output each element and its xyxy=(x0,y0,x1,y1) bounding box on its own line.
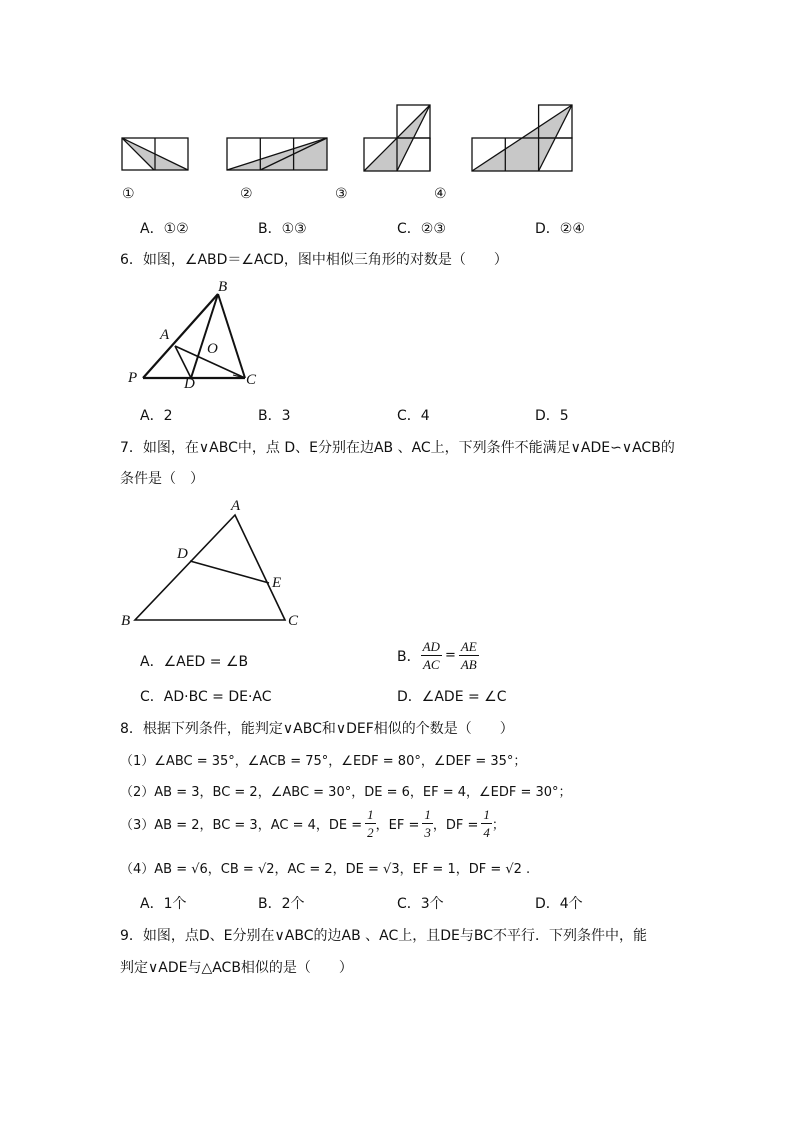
q8-option-b[interactable]: B．2个 xyxy=(258,896,305,912)
q5-fig-label-1: ① xyxy=(122,186,135,202)
q7-option-d[interactable]: D．∠ADE = ∠C xyxy=(397,689,507,705)
q5-figure-2 xyxy=(225,136,329,176)
q8-c3-frac2 xyxy=(422,808,433,839)
q6-label-p: P xyxy=(128,370,138,386)
q8-c3-f1-num: 1 xyxy=(367,807,374,822)
q5-option-a[interactable]: A．①② xyxy=(140,221,189,237)
q8-question: 8．根据下列条件，能判定∨ABC和∨DEF相似的个数是（ ） xyxy=(120,721,514,737)
q6-label-b: B xyxy=(218,279,228,295)
q5-figure-4 xyxy=(470,103,576,177)
q7-figure xyxy=(125,500,305,630)
q7-option-b-frac1 xyxy=(421,640,442,671)
q7-frac1-num: AD xyxy=(422,639,440,654)
q6-label-a: A xyxy=(160,327,170,343)
q5-option-b[interactable]: B．①③ xyxy=(258,221,307,237)
q9-question-line1: 9．如图，点D、E分别在∨ABC的边AB 、AC上，且DE与BC不平行．下列条件中，能 xyxy=(120,928,647,944)
q7-question-line2: 条件是（ ） xyxy=(120,471,204,487)
q8-condition-3 xyxy=(120,808,505,839)
q6-figure xyxy=(125,278,265,388)
q8-condition-4: （4）AB = √6，CB = √2，AC = 2，DE = √3，EF = 1，DF = √2 . xyxy=(120,862,531,877)
q6-option-a[interactable]: A．2 xyxy=(140,408,173,424)
q5-fig-label-3: ③ xyxy=(335,186,348,202)
q8-c3-mid1: ，EF = xyxy=(375,818,420,833)
q8-c3-end: ； xyxy=(491,818,505,833)
q6-label-c: C xyxy=(246,372,257,388)
q8-condition-1: （1）∠ABC = 35°，∠ACB = 75°，∠EDF = 80°，∠DEF = 35°； xyxy=(120,754,527,769)
q5-figure-1 xyxy=(120,136,190,176)
q5-figure-3 xyxy=(362,103,434,177)
q7-frac2-den: AB xyxy=(460,657,477,672)
q8-c3-f2-num: 1 xyxy=(424,807,431,822)
q8-c3-frac1 xyxy=(365,808,376,839)
q8-c3-f3-num: 1 xyxy=(483,807,490,822)
q6-label-o: O xyxy=(207,341,218,357)
q5-option-d[interactable]: D．②④ xyxy=(535,221,585,237)
q7-frac1-den: AC xyxy=(421,655,442,671)
q5-fig-label-2: ② xyxy=(240,186,253,202)
q6-question: 6．如图，∠ABD＝∠ACD，图中相似三角形的对数是（ ） xyxy=(120,252,508,268)
q7-option-b-eq: = xyxy=(444,648,456,663)
q5-fig-label-4: ④ xyxy=(434,186,447,202)
q6-label-d: D xyxy=(184,376,195,392)
q8-option-a[interactable]: A．1个 xyxy=(140,896,187,912)
q8-c3-mid2: ，DF = xyxy=(432,818,479,833)
q9-question-line2: 判定∨ADE与△ACB相似的是（ ） xyxy=(120,960,353,976)
q8-condition-2: （2）AB = 3，BC = 2，∠ABC = 30°，DE = 6，EF = 4，∠EDF = 30°； xyxy=(120,785,572,800)
q7-option-b-prefix: B． xyxy=(397,648,421,665)
q6-option-c[interactable]: C．4 xyxy=(397,408,430,424)
q7-frac2-num: AE xyxy=(460,639,477,654)
q8-option-c[interactable]: C．3个 xyxy=(397,896,444,912)
q6-option-d[interactable]: D．5 xyxy=(535,408,569,424)
q8-option-d[interactable]: D．4个 xyxy=(535,896,583,912)
q7-label-a: A xyxy=(231,498,241,514)
q8-c3-prefix: （3）AB = 2，BC = 3，AC = 4，DE = xyxy=(120,818,363,833)
q8-c3-f2-den: 3 xyxy=(424,825,431,840)
q5-option-c[interactable]: C．②③ xyxy=(397,221,446,237)
q7-question-line1: 7．如图，在∨ABC中，点 D、E分别在边AB 、AC上，下列条件不能满足∨ADE∽∨ACB的 xyxy=(120,440,675,456)
q8-c3-f3-den: 4 xyxy=(483,825,490,840)
q7-option-a[interactable]: A．∠AED = ∠B xyxy=(140,654,249,670)
q7-label-b: B xyxy=(121,613,131,629)
q7-option-b-frac2 xyxy=(459,640,479,671)
q8-c3-f1-den: 2 xyxy=(367,825,374,840)
q6-option-b[interactable]: B．3 xyxy=(258,408,291,424)
q7-option-b[interactable] xyxy=(397,640,479,671)
q7-option-c[interactable]: C．AD·BC = DE·AC xyxy=(140,689,272,705)
q8-c3-frac3 xyxy=(481,808,492,839)
q7-label-e: E xyxy=(272,575,282,591)
q7-label-c: C xyxy=(288,613,299,629)
q7-label-d: D xyxy=(177,546,188,562)
